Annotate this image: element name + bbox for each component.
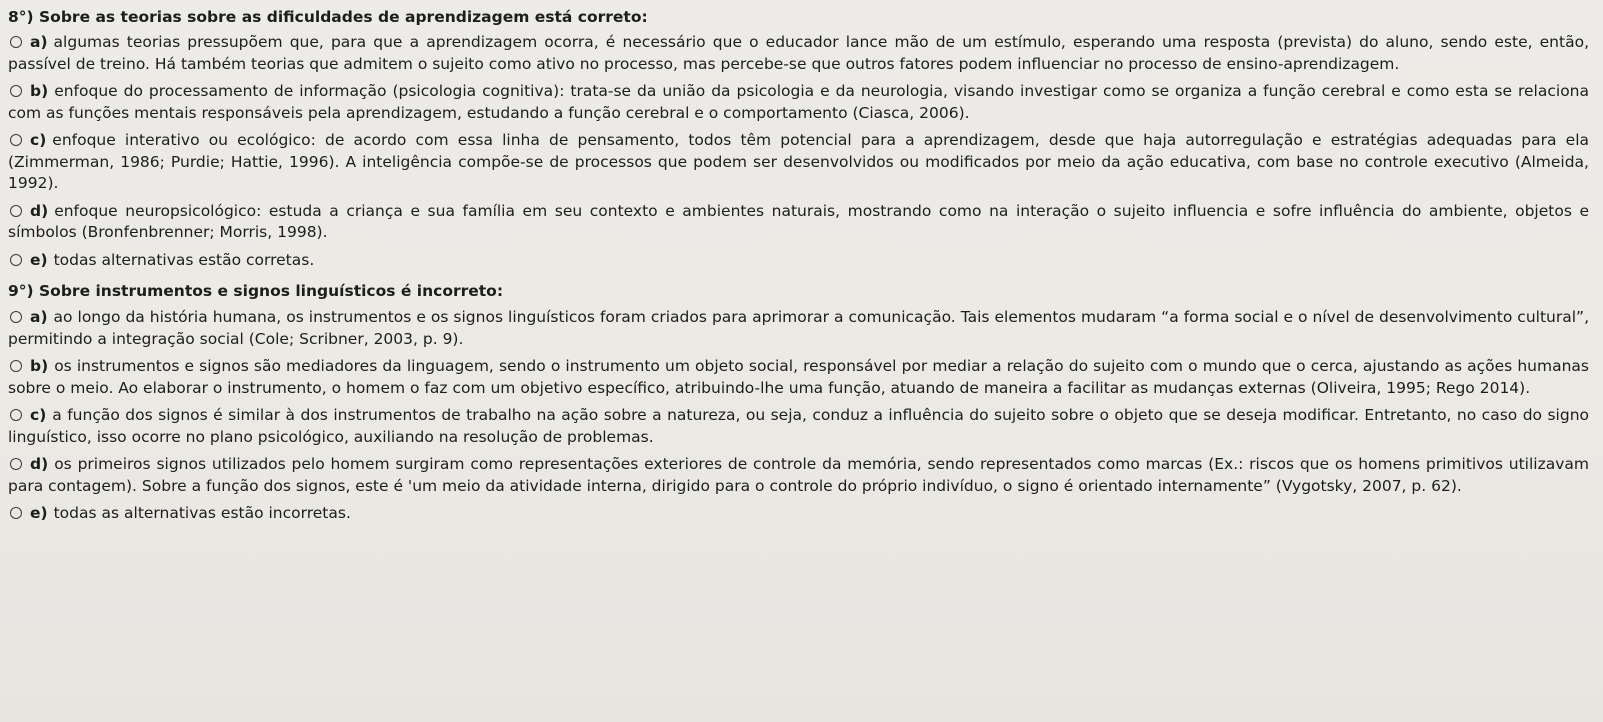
question-title: 9°) Sobre instrumentos e signos linguísticos é incorreto: (8, 282, 504, 300)
radio-button[interactable] (10, 134, 22, 146)
option-text: algumas teorias pressupõem que, para que a aprendizagem ocorra, é necessário que o educador lance mão de um estímulo, esperando uma resposta (prevista) do aluno, sendo este, então, passível de treino. Há também teorias que admitem o sujeito como ativo no processo, mas percebe-se que outros fatores podem influenciar no processo de ensino-aprendizagem. (8, 33, 1589, 73)
option-9a[interactable] (8, 307, 1589, 350)
option-letter: e) (30, 504, 48, 522)
option-text: todas as alternativas estão incorretas. (53, 504, 351, 522)
option-8e[interactable] (8, 250, 1589, 272)
option-text: enfoque neuropsicológico: estuda a criança e sua família em seu contexto e ambientes naturais, mostrando como na interação o sujeito influencia e sofre influência do ambiente, objetos e símbolos (Bronfenbrenner; Morris, 1998). (8, 201, 1589, 241)
option-text: enfoque do processamento de informação (psicologia cognitiva): trata-se da união da psicologia e da neurologia, visando investigar como se organiza a função cerebral e como esta se relaciona com as funções mentais responsáveis pela aprendizagem, estudando a função cerebral e o comportamento (Ciasca, 2006). (8, 82, 1589, 122)
option-text: todas alternativas estão corretas. (53, 250, 315, 269)
radio-button[interactable] (10, 85, 22, 97)
option-letter: a) (30, 308, 48, 326)
option-text: ao longo da história humana, os instrumentos e os signos linguísticos foram criados para aprimorar a comunicação. Tais elementos mudaram “a forma social e o nível de desenvolvimento cultural”, permitindo a integração social (Cole; Scribner, 2003, p. 9). (8, 308, 1589, 348)
option-text: a função dos signos é similar à dos instrumentos de trabalho na ação sobre a natureza, ou seja, conduz a influência do sujeito sobre o objeto que se deseja modificar. Entretanto, no caso do signo linguístico, isso ocorre no plano psicológico, auxiliando na resolução de problemas. (8, 406, 1589, 446)
option-8d[interactable] (8, 201, 1589, 244)
radio-button[interactable] (10, 360, 22, 372)
question-9 (8, 280, 1589, 525)
question-8 (8, 6, 1589, 271)
question-title: 8°) Sobre as teorias sobre as dificuldades de aprendizagem está correto: (8, 8, 648, 26)
option-letter: d) (30, 455, 49, 473)
option-8a[interactable] (8, 32, 1589, 75)
option-9b[interactable] (8, 356, 1589, 399)
option-9c[interactable] (8, 405, 1589, 448)
option-letter: a) (30, 33, 48, 51)
radio-button[interactable] (10, 36, 22, 48)
radio-button[interactable] (10, 311, 22, 323)
option-8c[interactable] (8, 130, 1589, 195)
option-8b[interactable] (8, 81, 1589, 124)
option-text: enfoque interativo ou ecológico: de acordo com essa linha de pensamento, todos têm potencial para a aprendizagem, desde que haja autorregulação e estratégias adequadas para ela (Zimmerman, 1986; Purdie; Hattie, 1996). A inteligência compõe-se de processos que podem ser desenvolvidos ou modificados por meio da ação educativa, com base no controle executivo (Almeida, 1992). (8, 131, 1589, 192)
option-letter: c) (30, 406, 47, 424)
option-text: os instrumentos e signos são mediadores da linguagem, sendo o instrumento um objeto social, responsável por mediar a relação do sujeito com o mundo que o cerca, ajustando as ações humanas sobre o meio. Ao elaborar o instrumento, o homem o faz com um objetivo específico, atribuindo-lhe uma função, atuando de maneira a facilitar as mudanças externas (Oliveira, 1995; Rego 2014). (8, 357, 1589, 397)
option-letter: b) (30, 82, 49, 100)
option-letter: c) (30, 131, 47, 149)
option-letter: b) (30, 357, 49, 375)
radio-button[interactable] (10, 507, 22, 519)
radio-button[interactable] (10, 254, 22, 266)
option-letter: d) (30, 201, 49, 220)
radio-button[interactable] (10, 409, 22, 421)
option-9e[interactable] (8, 503, 1589, 525)
option-letter: e) (30, 250, 48, 269)
option-9d[interactable] (8, 454, 1589, 497)
option-text: os primeiros signos utilizados pelo homem surgiram como representações exteriores de controle da memória, sendo representados como marcas (Ex.: riscos que os homens primitivos utilizavam para contagem). Sobre a função dos signos, este é 'um meio da atividade interna, dirigido para o controle do próprio indivíduo, o signo é orientado internamente” (Vygotsky, 2007, p. 62). (8, 455, 1589, 495)
radio-button[interactable] (10, 205, 22, 217)
radio-button[interactable] (10, 458, 22, 470)
